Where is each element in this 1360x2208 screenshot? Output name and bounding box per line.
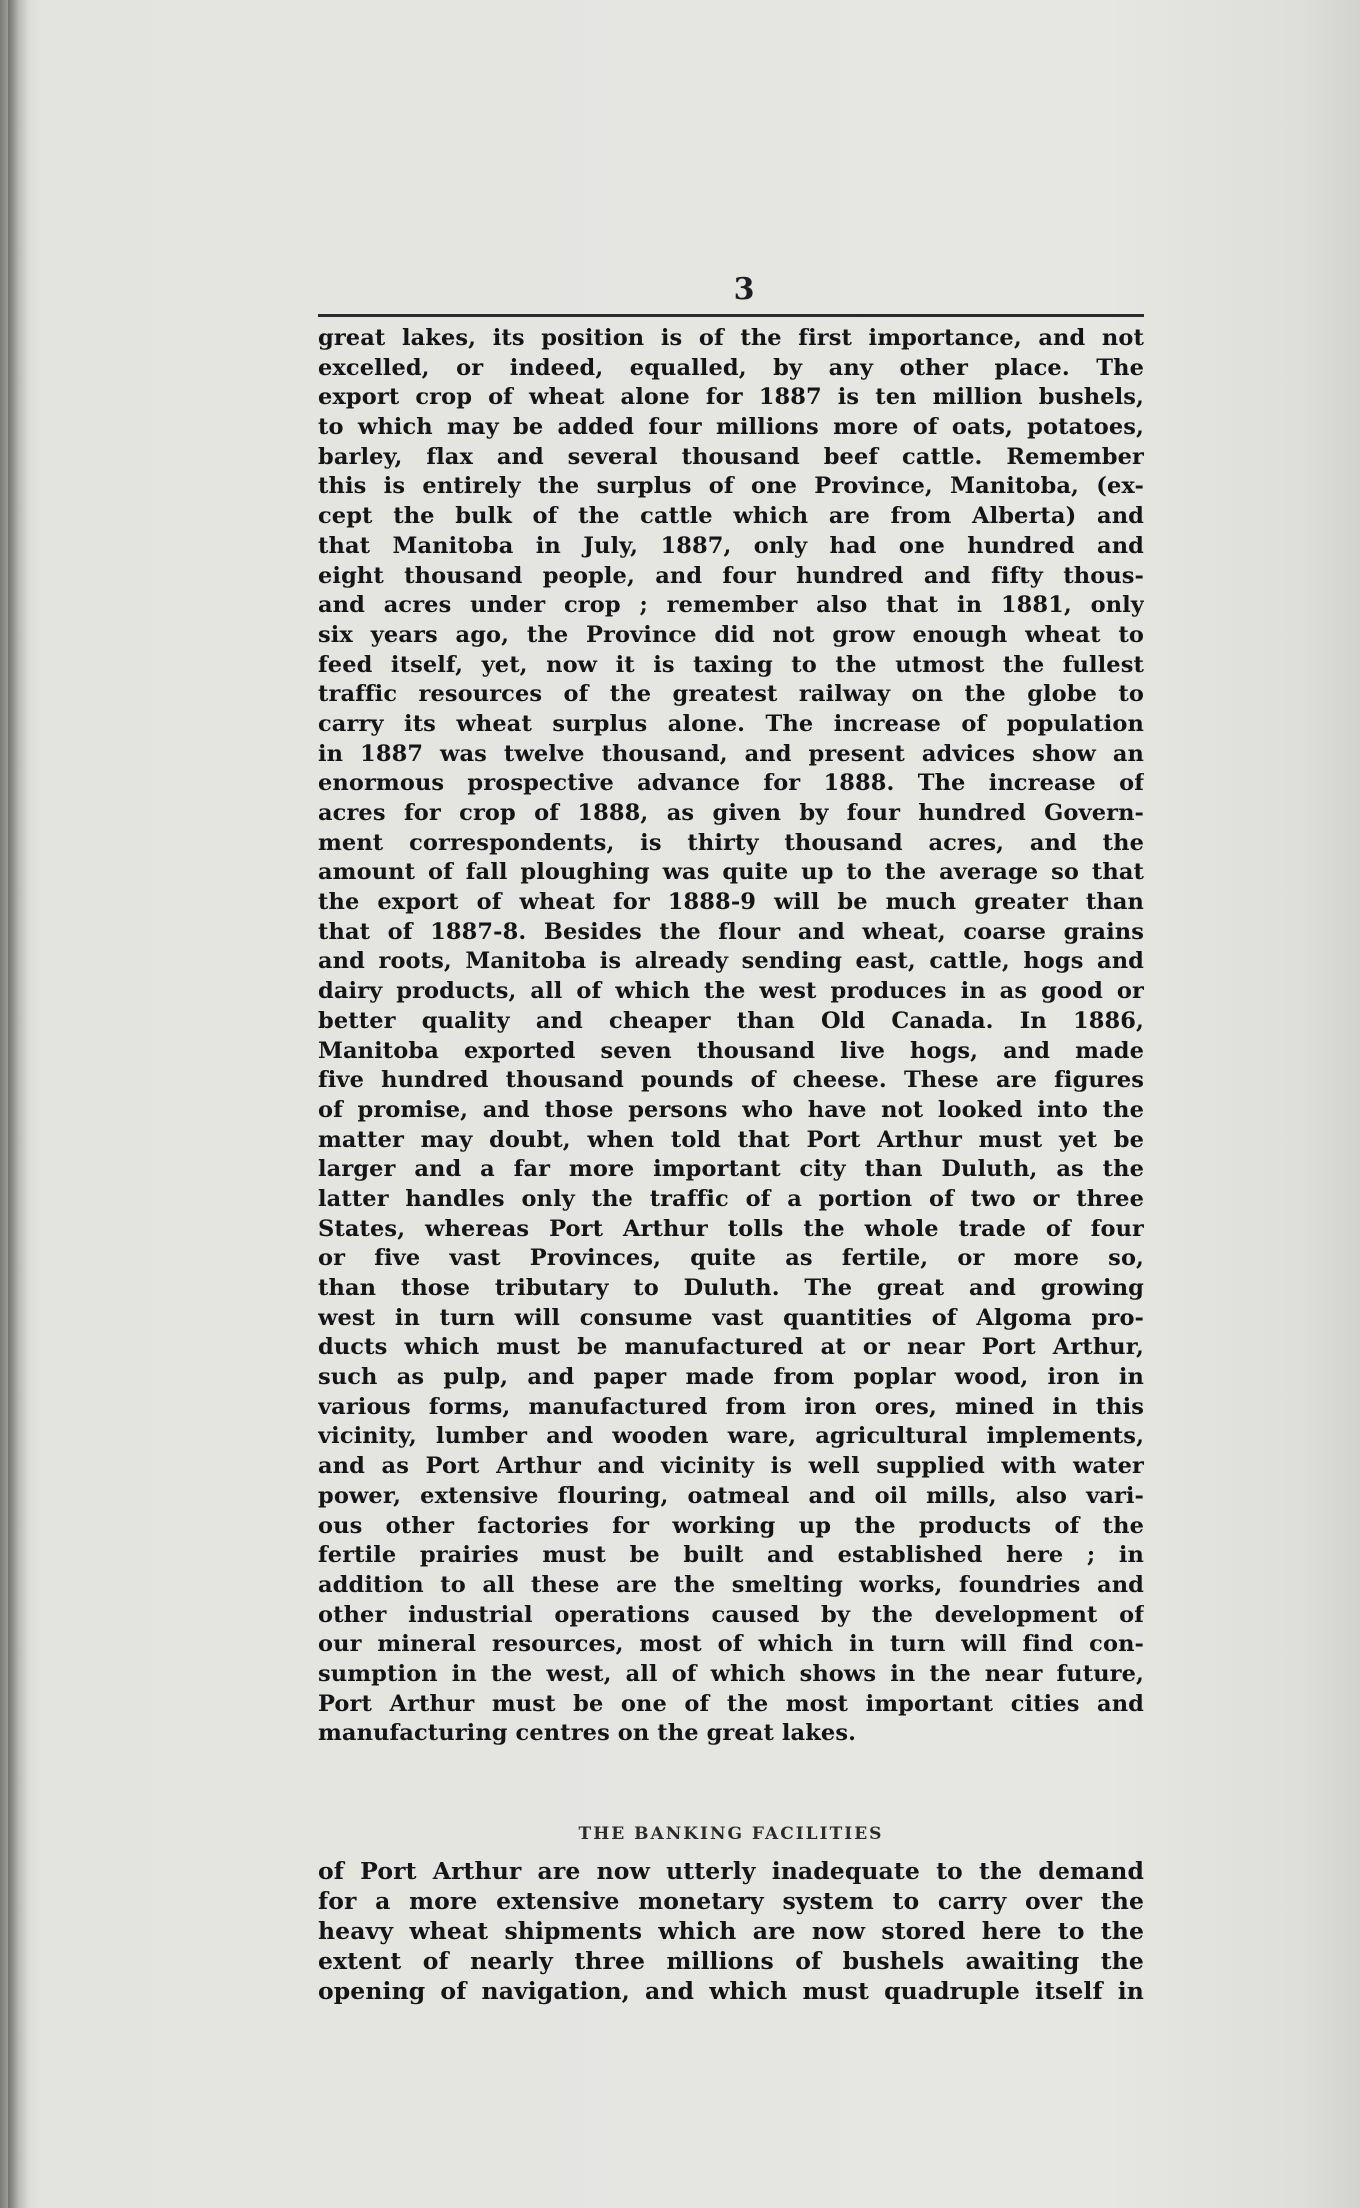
text-line: and roots, Manitoba is already sending east, cattle, hogs and — [318, 948, 1144, 975]
text-line: five hundred thousand pounds of cheese. These are figures — [318, 1067, 1144, 1094]
text-line: matter may doubt, when told that Port Arthur must yet be — [318, 1126, 1144, 1153]
text-line: to which may be added four millions more of oats, potatoes, — [318, 414, 1144, 441]
text-line: fertile prairies must be built and established here ; in — [318, 1542, 1144, 1569]
text-line: eight thousand people, and four hundred and fifty thous- — [318, 562, 1144, 589]
text-line: such as pulp, and paper made from poplar wood, iron in — [318, 1364, 1144, 1391]
text-line: power, extensive flouring, oatmeal and oil mills, also vari- — [318, 1482, 1144, 1509]
text-line: than those tributary to Duluth. The great and growing — [318, 1275, 1144, 1301]
text-line: better quality and cheaper than Old Canada. In 1886, — [318, 1007, 1144, 1034]
text-line: of promise, and those persons who have not looked into the — [318, 1096, 1144, 1123]
text-line: extent of nearly three millions of bushels awaiting the — [318, 1947, 1144, 1975]
text-line: our mineral resources, most of which in turn will find con- — [318, 1631, 1144, 1658]
text-line: sumption in the west, all of which shows in the near future, — [318, 1660, 1144, 1687]
text-line: west in turn will consume vast quantities of Algoma pro- — [318, 1304, 1144, 1331]
text-line: of Port Arthur are now utterly inadequate to the demand — [318, 1857, 1144, 1885]
text-line: barley, flax and several thousand beef cattle. Remember — [318, 443, 1144, 470]
text-line: latter handles only the traffic of a portion of two or three — [318, 1185, 1144, 1212]
text-line: feed itself, yet, now it is taxing to the utmost the fullest — [318, 651, 1144, 678]
page-binding-shadow — [8, 0, 30, 2208]
text-line: this is entirely the surplus of one Province, Manitoba, (ex- — [318, 473, 1144, 500]
text-line: for a more extensive monetary system to carry over the — [318, 1887, 1144, 1915]
text-line: that Manitoba in July, 1887, only had one hundred and — [318, 532, 1144, 559]
text-line: excelled, or indeed, equalled, by any other place. The — [318, 354, 1144, 381]
text-line: the export of wheat for 1888-9 will be much greater than — [318, 889, 1144, 916]
text-line: amount of fall ploughing was quite up to the average so that — [318, 859, 1144, 886]
section-paragraph — [318, 1856, 1144, 2006]
text-line: Port Arthur must be one of the most important cities and — [318, 1690, 1144, 1717]
text-line: ducts which must be manufactured at or near Port Arthur, — [318, 1334, 1144, 1361]
section-heading: THE BANKING FACILITIES — [578, 1824, 884, 1844]
text-line: enormous prospective advance for 1888. The increase of — [318, 770, 1144, 797]
text-line: Manitoba exported seven thousand live hogs, and made — [318, 1037, 1144, 1064]
text-line: heavy wheat shipments which are now stored here to the — [318, 1917, 1144, 1945]
main-paragraph — [318, 324, 1144, 1749]
text-line: export crop of wheat alone for 1887 is ten million bushels, — [318, 384, 1144, 411]
text-line: manufacturing centres on the great lakes. — [318, 1720, 857, 1747]
text-line: larger and a far more important city than Duluth, as the — [318, 1156, 1144, 1183]
page-number: 3 — [733, 272, 755, 307]
text-line: States, whereas Port Arthur tolls the whole trade of four — [318, 1215, 1144, 1242]
text-line: or five vast Provinces, quite as fertile, or more so, — [318, 1245, 1144, 1272]
text-line: addition to all these are the smelting works, foundries and — [318, 1571, 1144, 1598]
text-line: ous other factories for working up the products of the — [318, 1512, 1144, 1539]
text-line: vicinity, lumber and wooden ware, agricultural implements, — [318, 1423, 1144, 1450]
text-line: dairy products, all of which the west produces in as good or — [318, 978, 1144, 1005]
text-line: and as Port Arthur and vicinity is well supplied with water — [318, 1453, 1144, 1480]
text-line: six years ago, the Province did not grow enough wheat to — [318, 621, 1144, 648]
text-line: other industrial operations caused by the development of — [318, 1601, 1144, 1628]
text-line: acres for crop of 1888, as given by four hundred Govern- — [318, 800, 1144, 826]
text-line: ment correspondents, is thirty thousand acres, and the — [318, 829, 1144, 856]
text-line: that of 1887-8. Besides the flour and wheat, coarse grains — [318, 918, 1144, 945]
text-line: in 1887 was twelve thousand, and present advices show an — [318, 740, 1144, 767]
text-line: opening of navigation, and which must quadruple itself in — [318, 1977, 1144, 2005]
text-line: great lakes, its position is of the first importance, and not — [318, 325, 1144, 351]
text-line: and acres under crop ; remember also that in 1881, only — [318, 592, 1144, 619]
text-line: traffic resources of the greatest railway on the globe to — [318, 681, 1144, 708]
text-line: carry its wheat surplus alone. The increase of population — [318, 710, 1144, 737]
header-rule — [318, 314, 1144, 317]
text-line: cept the bulk of the cattle which are from Alberta) and — [318, 503, 1144, 530]
text-line: various forms, manufactured from iron ores, mined in this — [318, 1393, 1144, 1420]
